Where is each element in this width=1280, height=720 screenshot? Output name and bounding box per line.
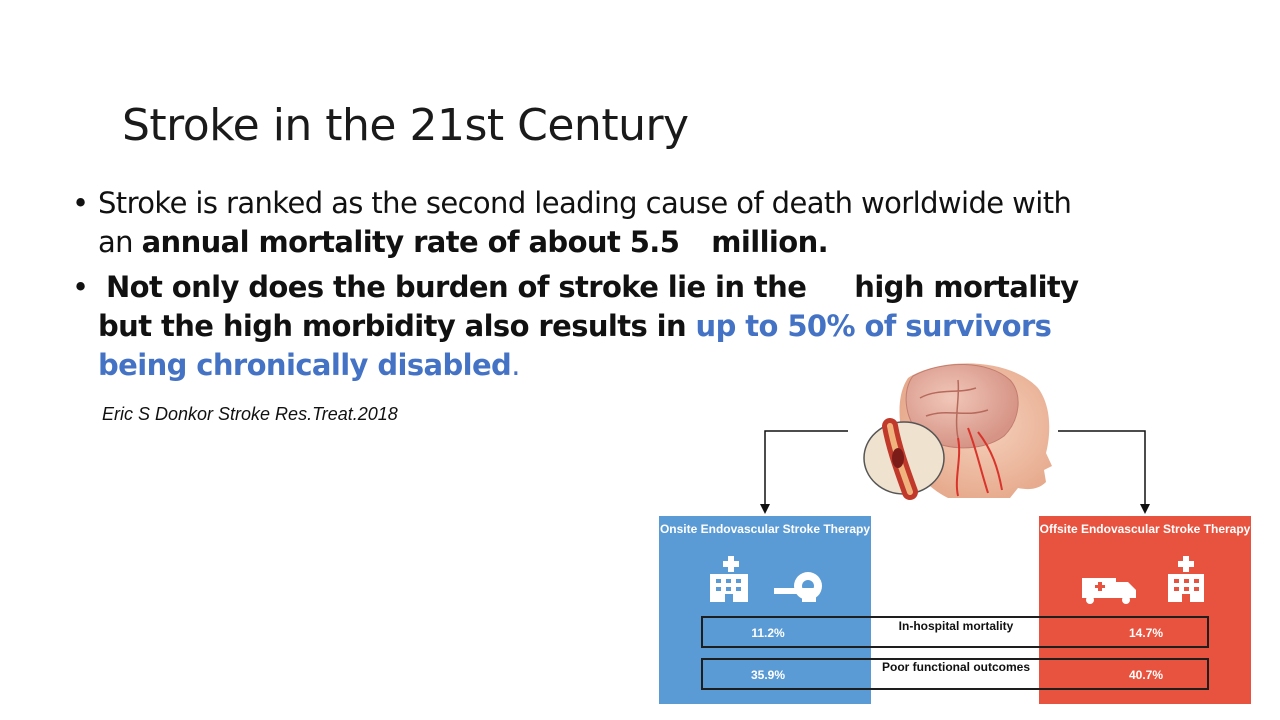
- bullet-2-highlight: up to 50% of survivors being chronically disabled: [98, 309, 1052, 382]
- bullet-item-1: [72, 184, 1082, 262]
- offsite-outcomes-value: 40.7%: [1128, 668, 1164, 682]
- offsite-title: Offsite Endovascular Stroke Therapy: [1039, 522, 1251, 536]
- bullet-dot: •: [72, 270, 89, 304]
- row-label-outcomes: Poor functional outcomes: [881, 660, 1030, 674]
- ct-scanner-icon: [774, 572, 822, 602]
- hospital-icon: [710, 556, 748, 602]
- onsite-outcomes-value: 35.9%: [750, 668, 786, 682]
- brain-head-illustration-icon: [864, 363, 1052, 498]
- bullet-2-bold: Not only does the burden of stroke lie in the: [106, 270, 807, 304]
- row-label-mortality: In-hospital mortality: [898, 619, 1014, 633]
- bullet-1-bold-end: million.: [711, 225, 829, 259]
- citation: Eric S Donkor Stroke Res.Treat.2018: [102, 404, 398, 424]
- panel-icons: [658, 552, 1258, 622]
- slide-title: Stroke in the 21st Century: [122, 100, 689, 151]
- bullet-1-text: Stroke is ranked as the second leading cause of death worldwide with an: [98, 186, 1072, 259]
- offsite-mortality-value: 14.7%: [1128, 626, 1164, 640]
- bullet-2-end: .: [511, 348, 520, 382]
- stroke-therapy-figure: [658, 358, 1258, 708]
- bullet-1-bold: annual mortality rate of about 5.5: [141, 225, 680, 259]
- connector-arrows: [658, 358, 1258, 518]
- bullet-dot: •: [72, 186, 89, 220]
- ambulance-icon: [1082, 578, 1136, 604]
- hospital-icon: [1168, 556, 1204, 602]
- bullet-2-bold-cont: high mortality but the high morbidity also results in: [98, 270, 1079, 343]
- onsite-title: Onsite Endovascular Stroke Therapy: [659, 522, 871, 536]
- onsite-mortality-value: 11.2%: [751, 626, 785, 640]
